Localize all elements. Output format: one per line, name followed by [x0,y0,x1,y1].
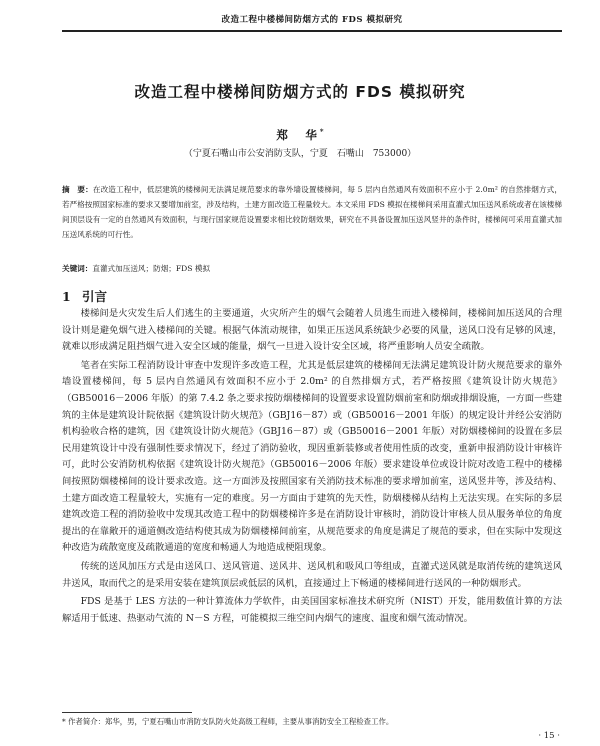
paper-title: 改造工程中楼梯间防烟方式的 FDS 模拟研究 [134,83,466,101]
footnote-divider [62,712,192,713]
footnote: * 作者简介：郑华，男，宁夏石嘴山市消防支队防火处高级工程师，主要从事消防安全工程检查工作。 [62,717,394,726]
section-title: 引言 [82,289,108,304]
abstract-text: 在改造工程中，低层建筑的楼梯间无法满足规范要求的靠外墙设置楼梯间，每 5 层内自然通风有效面积不应小于 2.0m² 的自然排烟方式，若严格按照国家标准的要求又要增加前室，涉及结构，土建方面改造工程量较大。本文采用 FDS 模拟在楼梯间采用直灌式加压送风系统或者在该楼梯间顶层设有一定的自然通风有效面积，与现行国家规范设置要求相比较防烟效果，研究在不具备设置加压送风竖井的条件时，楼梯间可采用直灌式加压送风系统的可行性。 [62,185,562,239]
section-heading [62,287,107,305]
keywords-label: 关键词： [62,264,93,273]
author-footnote-mark: * [319,127,324,137]
keywords-text: 直灌式加压送风；防烟；FDS 模拟 [92,264,211,273]
abstract [62,182,562,242]
body-text [62,306,562,629]
author-name: 郑 华 [276,128,320,142]
paragraph: 笔者在实际工程消防设计审查中发现许多改造工程，尤其是低层建筑的楼梯间无法满足建筑设计防火规范要求的靠外墙设置楼梯间，每 5 层内自然通风有效面积不应小于 2.0m² 的自然排烟方式，若严格按照《建筑设计防火规范》（GB50016－2006 年版）的第 7.4.2 条之要求按防烟楼梯间的设置要求设置防烟前室和防烟或排烟设施，一方面一些建筑的主体是建筑设计院依据《建筑设计防火规范》（GBJ16－87）或（GB50016－2001 年版）的规定设计并经公安消防机构验收合格的建筑，因《建筑设计防火规范》（GBJ16－87）或（GB50016－2001 年版）对防烟楼梯间的设置在多层民用建筑设计中没有强制性要求情况下，经过了消防验收，现因重新装修或者使用性质的改变，重新申报消防设计审核许可，此时公安消防机构依据《建筑设计防火规范》（GB50016－2006 年版）要求建设单位或设计院对改造工程中的楼梯间按照防烟楼梯间的设计要求改造。这一方面涉及按照国家有关消防技术标准的要求增加前室，送风竖井等，涉及结构、土建方面改造工程量较大，实施有一定的难度。另一方面由于建筑的先天性，防烟楼梯从结构上无法实现。在实际的多层建筑改造工程的消防验收中发现其改造工程中的防烟楼梯许多是在消防设计审核时，消防设计审核人员从服务单位的角度提出的在靠敞开的通道侧改造结构使其成为防烟楼梯间前室，从规范要求的角度是满足了规范的要求，但在实际中发现这种改造为疏散宽度及疏散通道的宽度和畅通人为地造成梗阻现象。 [62,359,562,554]
keywords [62,262,562,276]
running-header: 改造工程中楼梯间防烟方式的 FDS 模拟研究 [62,10,562,32]
abstract-label: 摘 要： [62,185,93,194]
paragraph: FDS 是基于 LES 方法的一种计算流体力学软件，由美国国家标准技术研究所（NIST）开发，能用数值计算的方法解适用于低速、热驱动气流的 N－S 方程，可能模拟三维空间内烟气的速度、温度和烟气流动情况。 [62,596,562,624]
affiliation: （宁夏石嘴山市公安消防支队，宁夏 石嘴山 753000） [183,149,417,159]
paragraph: 楼梯间是火灾发生后人们逃生的主要通道，火灾所产生的烟气会随着人员逃生而进入楼梯间，楼梯间加压送风的合理设计则是避免烟气进入楼梯间的关键。根据气体流动规律，如果正压送风系统缺少必要的风量，送风口没有足够的风速，就难以形成满足阻挡烟气进入安全区域的能量，烟气一旦进入设计安全区域，将严重影响人员安全疏散。 [62,308,562,353]
page-number: · 15 · [538,731,560,741]
section-number: 1 [62,289,71,304]
paragraph: 传统的送风加压方式是由送风口、送风管道、送风井、送风机和吸风口等组成，直灌式送风就是取消传统的建筑送风井送风，取而代之的是采用安装在建筑顶层或低层的风机，直接通过上下畅通的楼梯间进行送风的一种防烟形式。 [62,560,562,589]
author [0,127,600,143]
